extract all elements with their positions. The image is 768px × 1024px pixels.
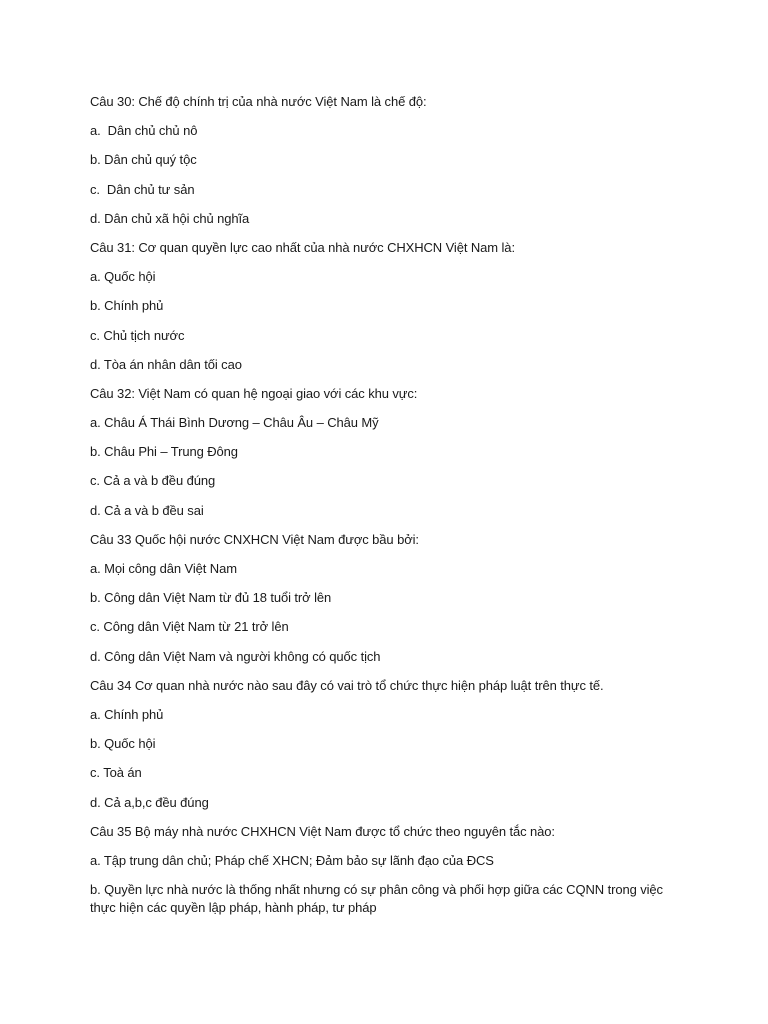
- question-30: Câu 30: Chế độ chính trị của nhà nước Việt Nam là chế độ:: [90, 94, 427, 109]
- question-35: Câu 35 Bộ máy nhà nước CHXHCN Việt Nam được tổ chức theo nguyên tắc nào:: [90, 823, 555, 839]
- question-34-option-b: b. Quốc hội: [90, 736, 156, 752]
- question-34-option-c: c. Toà án: [90, 765, 142, 781]
- question-30-option-a: a. Dân chủ chủ nô: [90, 123, 198, 139]
- question-31-option-c: c. Chủ tịch nước: [90, 327, 185, 343]
- question-32-option-b: b. Châu Phi – Trung Đông: [90, 444, 238, 460]
- question-31-option-b: b. Chính phủ: [90, 298, 164, 314]
- question-34-option-a: a. Chính phủ: [90, 706, 164, 722]
- question-33-option-a: a. Mọi công dân Việt Nam: [90, 561, 237, 576]
- question-35-option-a: a. Tập trung dân chủ; Pháp chế XHCN; Đảm bảo sự lãnh đạo của ĐCS: [90, 852, 494, 868]
- question-30-option-b: b. Dân chủ quý tộc: [90, 152, 197, 168]
- question-32: Câu 32: Việt Nam có quan hệ ngoại giao với các khu vực:: [90, 385, 418, 401]
- question-31-option-a: a. Quốc hội: [90, 269, 156, 285]
- question-30-option-c: c. Dân chủ tư sản: [90, 181, 195, 197]
- question-33: Câu 33 Quốc hội nước CNXHCN Việt Nam được bầu bởi:: [90, 531, 419, 547]
- question-30-option-d: d. Dân chủ xã hội chủ nghĩa: [90, 210, 250, 226]
- document-body: [90, 93, 690, 928]
- question-35-option-b: b. Quyền lực nhà nước là thống nhất nhưng có sự phân công và phối hợp giữa các CQNN trong việc thực hiện các quyền lập pháp, hành pháp, tư pháp: [90, 882, 663, 916]
- question-33-option-b: b. Công dân Việt Nam từ đủ 18 tuổi trở lên: [90, 590, 332, 606]
- question-32-option-d: d. Cả a và b đều sai: [90, 502, 204, 518]
- question-33-option-d: d. Công dân Việt Nam và người không có quốc tịch: [90, 648, 381, 664]
- question-31: Câu 31: Cơ quan quyền lực cao nhất của nhà nước CHXHCN Việt Nam là:: [90, 239, 515, 255]
- question-34-option-d: d. Cả a,b,c đều đúng: [90, 794, 209, 810]
- question-32-option-c: c. Cả a và b đều đúng: [90, 473, 216, 489]
- question-31-option-d: d. Tòa án nhân dân tối cao: [90, 356, 242, 372]
- question-33-option-c: c. Công dân Việt Nam từ 21 trở lên: [90, 619, 289, 635]
- question-34: Câu 34 Cơ quan nhà nước nào sau đây có vai trò tổ chức thực hiện pháp luật trên thực tế.: [90, 677, 604, 693]
- question-32-option-a: a. Châu Á Thái Bình Dương – Châu Âu – Châu Mỹ: [90, 415, 379, 431]
